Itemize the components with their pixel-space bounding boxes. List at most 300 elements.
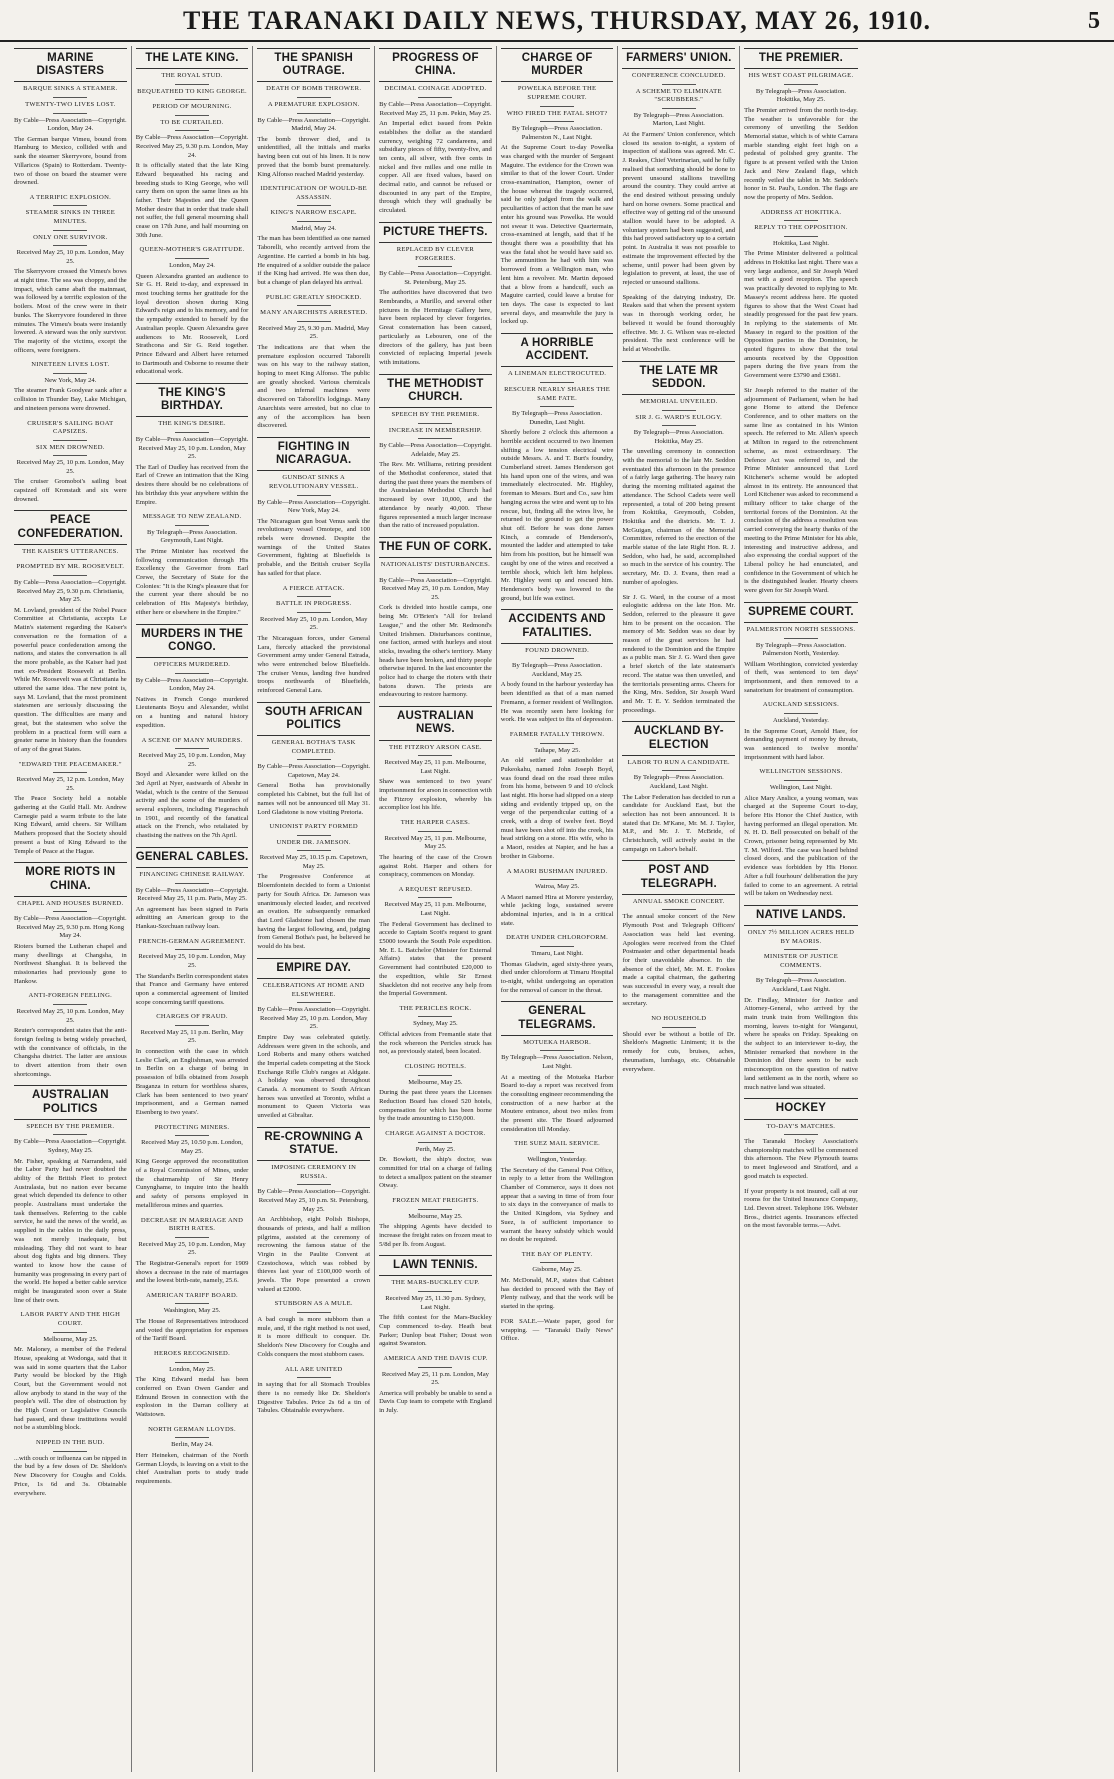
story-body: America will probably be unable to send a Davis Cup team to compete with England in July.	[379, 1389, 492, 1415]
divider-rule	[297, 835, 331, 836]
news-story	[257, 958, 370, 1121]
divider-rule	[784, 973, 818, 974]
story-subheading: A LINEMAN ELECTROCUTED.	[507, 370, 607, 378]
divider-rule	[540, 406, 574, 407]
divider-rule	[540, 1262, 574, 1263]
divider-rule	[175, 1135, 209, 1136]
news-story	[136, 1350, 249, 1420]
story-subheading: MANY ANARCHISTS ARRESTED.	[260, 309, 368, 317]
divider-rule	[53, 559, 87, 560]
divider-rule	[175, 84, 209, 85]
story-subheading: CHARGE AGAINST A DOCTOR.	[385, 1130, 486, 1138]
divider-rule	[175, 949, 209, 950]
story-body: Alice Mary Anslice, a young woman, was charged at the Supreme Court to-day, before His Honor the Chief Justice, with having performed an illegal operation. Mr. N. H. D. Bell prosecuted on behalf of the Crown, prisoner being represented by Mr. T. M. Wilford. The case was heard behind closed doors, and the publication of the evidence was forbidden by His Honor. After a full fourhours' deliberation the jury failed to come to an agreement. A retrial will be taken on Wednesday next.	[744, 794, 858, 898]
divider-rule	[418, 1291, 452, 1292]
news-story	[136, 383, 249, 507]
divider-rule	[418, 423, 452, 424]
news-story	[257, 1127, 370, 1295]
divider-rule	[53, 1332, 87, 1333]
divider-rule	[784, 84, 818, 85]
story-headline: RE-CROWNING A STATUE.	[257, 1127, 370, 1161]
story-body: Mr. Maloney, a member of the Federal House, speaking at Wodonga, said that it was said in some quarters that the Labor Party would be blocked by the High Court, but the Government would not allow anybody to stand in the way of the people's will. The dire of obstruction by the High Court or Legislative Councils had passed, and these institutions would not be a stumbling block.	[14, 1346, 127, 1432]
news-story	[501, 1001, 614, 1134]
story-body: Shortly before 2 o'clock this afternoon a horrible accident occurred to two linemen shifting a low tension electrical wire outside Messrs. A. and T. Burt's foundry, Cumberland street. James Henderson got his hand upon one of the wires, and was immediately electrocuted. Mr. Highley, foreman to Messrs. Burt and Co., saw him hanging across the wire and went up to his rescue, but, finding all the wires live, he returned to the ground to get the power shut off. Before he was done James Kinch, a comrade of Henderson's, mounted the ladder and attempted to take him from his position, but he himself was caught by one of the wires and received a terrible shock, which left him helpless. Mr. Highley went up and rescued him. Henderson's body was lowered to the ground, but life was extinct.	[500, 429, 614, 602]
story-subheading: DEATH UNDER CHLOROFORM.	[506, 934, 609, 942]
story-dateline: Wellington, Yesterday.	[527, 1156, 587, 1164]
divider-rule	[175, 1025, 209, 1026]
story-dateline: Received May 25, 11 p.m. London, May 25.	[381, 1370, 489, 1387]
divider-rule	[540, 382, 574, 383]
story-dateline: Wairoa, May 25.	[535, 883, 580, 891]
divider-rule	[540, 1050, 574, 1051]
story-body: At a meeting of the Motueka Harbor Board to-day a report was received from the consulting engineer recommending the construction of a new harbor at the Moutere entrance, about two miles from the present site. The Board adjourned consideration till Monday.	[500, 1073, 614, 1133]
story-subheading: A TERRIFIC EXPLOSION.	[29, 193, 112, 201]
story-subheading: REPLACED BY CLEVER FORGERIES.	[396, 246, 475, 262]
story-subheading: REPLY TO THE OPPOSITION.	[754, 224, 848, 232]
story-dateline: By Cable—Press Association—Copyright. London, May 24.	[14, 116, 127, 133]
story-dateline: Melbourne, May 25.	[408, 1078, 463, 1086]
divider-rule	[297, 759, 331, 760]
divider-rule	[297, 1002, 331, 1003]
divider-rule	[297, 612, 331, 613]
divider-rule	[784, 236, 818, 237]
story-subheading: BEQUEATHED TO KING GEORGE.	[137, 87, 247, 95]
divider-rule	[53, 1004, 87, 1005]
story-body: The hearing of the case of the Crown against Robt. Harper and others for conspiracy, commences on Monday.	[379, 853, 492, 879]
story-dateline: By Telegraph—Press Association. Dunedin, Last Night.	[512, 410, 603, 426]
story-body: ...with couch or influenza can be nipped in the bud by a few doses of Dr. Sheldon's New Discovery for Coughs and Colds. Price, 1s 6d and 3s. Obtainable everywhere.	[14, 1454, 127, 1497]
story-body: It is officially stated that the late King Edward bequeathed his racing and breeding studs to King George, who will carry them on upon the same lines as his father. Their Majesties and the Queen Mother desire that in order that trade shall not suffer, the full general mourning shall cease on 17th June, and half mourning on 30th June.	[135, 162, 249, 239]
story-body: The Federal Government has declined to accede to Captain Scott's request to grant £5000 towards the South Pole expedition. Mr. E. L. Batchelor (Minister for External Affairs) states that the present Government had contributed £20,000 to the expedition, while Sir Ernest Shackleton did not receive any help from the Imperial Government.	[379, 920, 492, 998]
story-subheading: SPEECH BY THE PREMIER.	[26, 1122, 115, 1130]
story-subheading: SPEECH BY THE PREMIER.	[391, 411, 480, 419]
story-dateline: By Cable—Press Association—Copyright. New York, May 24.	[257, 498, 371, 515]
divider-rule	[53, 1134, 87, 1135]
story-subheading: BATTLE IN PROGRESS.	[275, 600, 352, 608]
story-subheading: DECREASE IN MARRIAGE AND BIRTH RATES.	[140, 1216, 244, 1233]
news-story	[379, 374, 492, 531]
story-dateline: Received May 25, 11.30 p.m. Sydney, Last Night.	[385, 1295, 486, 1311]
news-story	[257, 1300, 370, 1359]
divider-rule	[297, 305, 331, 306]
story-dateline: By Cable—Press Association—Copyright. Madrid, May 24.	[257, 116, 371, 133]
divider-rule	[297, 596, 331, 597]
news-column	[132, 46, 254, 1772]
story-dateline: By Telegraph—Press Association. Nelson, Last Night.	[501, 1054, 614, 1070]
story-subheading: DEATH OF BOMB THROWER.	[266, 85, 362, 93]
story-body: A Maori named Hira at Morere yesterday, while jacking logs, sustained severe abdominal injuries, and is in a critical state.	[500, 893, 614, 927]
story-subheading: MEMORIAL UNVEILED.	[639, 398, 718, 406]
story-subheading: NATIONALISTS' DISTURBANCES.	[380, 561, 491, 569]
story-headline: THE FUN OF CORK.	[379, 537, 492, 558]
story-body: The German barque Vimeu, bound from Hamburg to Mexico, collided with and sank the steamer Skerryvore, bound from Villaricos (Spain) to Rotterdam. Twenty-two of those on board the steamer were drowned.	[14, 135, 127, 187]
divider-rule	[53, 230, 87, 231]
news-story	[136, 513, 249, 617]
story-body: Queen Alexandra granted an audience to Sir G. H. Reid to-day, and expressed in most touching terms her gratitude for the loyal devotion shown during King Edward's reign and to his memory, and for the sympathy extended to herself by the Australian people. Queen Alexandra gave audiences to Mr. Roosevelt, Lord Strathcona and Sir G. Reid together. Prince Edward and Albert have returned to Dartmouth and Osborne to resume their educational work.	[135, 272, 249, 376]
news-story	[379, 1355, 492, 1416]
divider-rule	[53, 1451, 87, 1452]
story-body: Should ever be without a bottle of Dr. Sheldon's Magnetic Liniment; it is the remedy for cuts, bruises, aches, rheumatism, lumbago, etc. Obtainable everywhere.	[622, 1030, 736, 1073]
story-subheading: IDENTIFICATION OF WOULD-BE ASSASSIN.	[260, 185, 367, 201]
story-subheading: THE SUEZ MAIL SERVICE.	[514, 1140, 601, 1148]
story-dateline: Washington, May 25.	[163, 1307, 221, 1315]
news-story	[622, 1015, 735, 1074]
story-subheading: CLOSING HOTELS.	[404, 1063, 467, 1071]
story-headline: PEACE CONFEDERATION.	[14, 510, 127, 544]
story-body: M. Lovland, president of the Nobel Peace Committee at Christiania, accepts Le Matin's statement regarding the Kaiser's conversation re the formation of a powerful peace confederation among the nations, and states the conversation is all the more probable, as the Kaiser had just met ex-President Roosevelt at Berlin. While Mr. Roosevelt was at Christiania he uttered the same idea. The new point is, says M. Lovland, that the most prominent statesmen are seriously discussing the question. The difficulties are many and great, but the statesmen who solve the problem in a practical form will earn a greater name in history than the founders of any of the great States.	[14, 606, 127, 753]
story-headline: ACCIDENTS AND FATALITIES.	[501, 609, 614, 643]
divider-rule	[53, 440, 87, 441]
divider-rule	[418, 1209, 452, 1210]
story-dateline: By Telegraph—Press Association. Hokitika, May 25.	[755, 87, 846, 104]
story-body: The bomb thrower died, and is unidentified, all the initials and marks having been cut out of his linen. It is now proved that the bomb burst prematurely. King Alfonso reached Madrid yesterday.	[257, 135, 371, 178]
story-subheading: FROZEN MEAT FREIGHTS.	[392, 1197, 479, 1205]
story-subheading: THE KAISER'S UTTERANCES.	[22, 547, 119, 555]
story-dateline: By Cable—Press Association—Copyright. St. Petersburg, May 25.	[379, 270, 492, 286]
news-column	[10, 46, 132, 1772]
story-dateline: New York, May 24.	[44, 376, 97, 384]
story-body: The Prime Minister has received the following communication through His Excellency the Governor from Earl Crewe, the Secretary of State for the Colonies: "It is the King's pleasure that for the current year there should be no celebration of His Majesty's birthday, either here or elsewhere in the Empire."	[135, 547, 249, 616]
news-column	[375, 46, 497, 1772]
story-subheading: GENERAL BOTHA'S TASK COMPLETED.	[271, 739, 356, 755]
divider-rule	[662, 770, 696, 771]
story-dateline: Melbourne, May 25.	[43, 1335, 98, 1343]
news-story	[379, 706, 492, 813]
divider-rule	[418, 1142, 452, 1143]
news-story	[14, 862, 127, 986]
story-body: General Botha has provisionally completed his Cabinet, but the full list of names will not be announced till May 31. Lord Gladstone is now visiting Pretoria.	[257, 782, 371, 816]
story-dateline: By Cable—Press Association—Copyright. Adelaide, May 25.	[379, 442, 492, 458]
divider-rule	[53, 575, 87, 576]
divider-rule	[418, 266, 452, 267]
divider-rule	[53, 373, 87, 374]
divider-rule	[53, 113, 87, 114]
story-headline: THE LATE MR SEDDON.	[622, 361, 735, 395]
story-subheading: POWELKA BEFORE THE SUPREME COURT.	[517, 85, 597, 101]
news-story	[14, 194, 127, 355]
divider-rule	[540, 658, 574, 659]
story-subheading: UNIONIST PARTY FORMED	[269, 823, 358, 831]
story-dateline: Received May 25, 11 p.m. Berlin, May 25.	[140, 1028, 244, 1045]
divider-rule	[175, 1362, 209, 1363]
story-dateline: By Telegraph—Press Association. Auckland, Last Night.	[633, 774, 724, 790]
story-dateline: Melbourne, May 25.	[408, 1212, 463, 1220]
story-subheading: A PREMATURE EXPLOSION.	[267, 101, 360, 108]
story-dateline: Wellington, Last Night.	[769, 783, 833, 791]
story-dateline: Sydney, May 25.	[413, 1020, 458, 1028]
story-subheading: MOTUEKA HARBOR.	[523, 1038, 592, 1046]
divider-rule	[175, 115, 209, 116]
news-story	[136, 938, 249, 1008]
story-subheading: HIS WEST COAST PILGRIMAGE.	[748, 72, 854, 80]
news-story	[622, 721, 735, 854]
story-dateline: Hokitika, Last Night.	[772, 239, 829, 247]
news-column	[497, 46, 619, 1772]
story-headline: CHARGE OF MURDER	[501, 48, 614, 82]
story-headline: SOUTH AFRICAN POLITICS	[257, 702, 370, 736]
news-story	[744, 905, 858, 1092]
news-story	[501, 1140, 614, 1244]
divider-rule	[297, 221, 331, 222]
news-story	[379, 1130, 492, 1191]
divider-rule	[53, 245, 87, 246]
story-subheading: TO BE CURTAILED.	[160, 118, 224, 126]
news-story	[379, 819, 492, 880]
story-body: in saying that for all Stomach Troubles there is no remedy like Dr. Sheldon's Digestive Tabules. Price 2s 6d a tin of Tabules. Obtainable everywhere.	[257, 1381, 371, 1415]
news-story	[744, 209, 858, 381]
story-subheading: ANNUAL SMOKE CONCERT.	[632, 897, 725, 905]
story-body: The Premier arrived from the north to-day. The weather is unfavorable for the ceremony of unveiling the Seddon Memorial statue, which is of white Carrara marble standing eight feet high on a pedestal of polished grey granite. The figure is at present veiled with the Union Jack and New Zealand flags, which recently veiled the tablet in Mr. Seddon's honor in St. Paul's, London. The flags are now the property of Mrs. Seddon.	[744, 106, 858, 201]
story-subheading: A SCHEME TO ELIMINATE "SCRUBBERS."	[635, 87, 722, 104]
story-subheading: LABOR PARTY AND THE HIGH COURT.	[20, 1311, 121, 1328]
news-story	[14, 420, 127, 505]
story-body: The indications are that when the premature explosion occurred Taborelli was on his way to the railway station, hoping to meet King Alfonso. The public are greatly shocked. Various chemicals and two infernal machines were discovered on Taborelli's lodgings. Many Anarchists were arrested, but no clue to any of the accomplices has been discovered.	[257, 343, 371, 430]
story-subheading: FRENCH-GERMAN AGREEMENT.	[138, 937, 246, 945]
story-body: At the Farmers' Union conference, which closed its session to-night, a system of inspection of stallions was agreed. Mr. C. J. Reakes, Chief Veterinarian, said he fully realised that something should be done to prevent unsound stallions travelling around the country. They could arrive at the end desired without pressing unduly hard on horse owners. Some practical and effective way of getting rid of the unsound stallion would have to be adopted. A voluntary system had been suggested, and this had proved satisfactory up to a certain point. In Australia it was not possible to estimate the improvement effected by the scheme, until power had been given by legislation to prevent, at least, the use of rejected or unsound stallions.	[622, 131, 736, 286]
divider-rule	[297, 1312, 331, 1313]
news-story	[136, 48, 249, 240]
story-subheading: FARMER FATALLY THROWN.	[509, 730, 605, 738]
divider-rule	[418, 1075, 452, 1076]
news-story	[744, 768, 858, 899]
divider-rule	[418, 97, 452, 98]
story-subheading: CELEBRATIONS AT HOME AND ELSEWHERE.	[262, 982, 365, 998]
story-subheading: PROMPTED BY MR. ROOSEVELT.	[16, 563, 125, 571]
story-body: Cork is divided into hostile camps, one being Mr. O'Brien's "All for Ireland League," and the other Mr. Redmond's United Irishmen. Disturbances continue, one faction, armed with hurleys and stout sticks, invading the other's territory. Many heads have been broken, and thirty people otherwise injured. In the last encounter the police had to charge the rioters with their batons drawn. The priests are endeavouring to restore harmony.	[379, 604, 492, 699]
news-column	[740, 46, 862, 1772]
divider-rule	[540, 946, 574, 947]
news-story	[14, 510, 127, 754]
story-body: If your property is not insured, call at our rooms for the United Insurance Company, Ltd. Devon street. Telephone 196. Webster Bros., district agents. Insurances effected on the most favorable terms.—Advt.	[744, 1187, 858, 1230]
story-headline: AUSTRALIAN NEWS.	[379, 706, 492, 740]
news-story	[501, 333, 614, 603]
story-dateline: Auckland, Yesterday.	[772, 717, 829, 725]
news-story	[501, 48, 614, 327]
story-body: An Imperial edict issued from Pekin establishes the dollar as the standard currency, weighing 72 candareens, and subsidiary pieces of fifty, twenty-five, and ten cents, all silver, with five cents in nickel and five milles and one mille in copper. All are fixed values, based on decimal ratio, and cannot be refused or discounted in any part of the Empire, through which they will gradually be circulated.	[379, 120, 492, 215]
news-story	[622, 294, 735, 355]
story-dateline: By Telegraph—Press Association. Auckland, May 25.	[512, 662, 603, 678]
divider-rule	[297, 321, 331, 322]
news-story	[257, 585, 370, 696]
story-body: The Peace Society held a notable gathering at the Guild Hall. Mr. Andrew Carnegie paid a warm tribute to the late King Edward, amid cheers. Sir William Mathers proposed that the Society should present a bust of King Edward to the Temple of Peace at the Hague.	[14, 795, 127, 855]
divider-rule	[175, 748, 209, 749]
divider-rule	[418, 1367, 452, 1368]
story-body: King George approved the reconstitution of a Royal Commission of Mines, under the chairmanship of Sir Henry Cunynghame, to inquire into the health and safety of persons employed in metalliferous mines and quarries.	[135, 1158, 249, 1209]
story-headline: MORE RIOTS IN CHINA.	[14, 862, 127, 896]
divider-rule	[297, 113, 331, 114]
story-subheading: KING'S NARROW ESCAPE.	[270, 209, 357, 217]
divider-rule	[53, 911, 87, 912]
divider-rule	[662, 410, 696, 411]
page-number: 5	[1088, 8, 1100, 34]
newspaper-title: THE TARANAKI DAILY NEWS, THURSDAY, MAY 26, 1910.	[183, 6, 931, 35]
story-dateline: Received May 25, 11 p.m. Melbourne, Last Night.	[384, 901, 487, 918]
divider-rule	[175, 673, 209, 674]
divider-rule	[540, 1152, 574, 1153]
news-story	[14, 48, 127, 188]
divider-rule	[784, 713, 818, 714]
story-subheading: NINETEEN LIVES LOST.	[31, 361, 110, 369]
story-dateline: Timaru, Last Night.	[531, 950, 584, 958]
story-headline: AUSTRALIAN POLITICS	[14, 1085, 127, 1119]
story-dateline: By Cable—Press Association—Copyright. Received May 25, 10 p.m. London, May 25.	[257, 1006, 371, 1031]
story-headline: GENERAL TELEGRAMS.	[501, 1001, 614, 1035]
story-headline: EMPIRE DAY.	[257, 958, 370, 979]
divider-rule	[175, 1237, 209, 1238]
story-dateline: By Cable—Press Association—Copyright. Received May 25, 11 p.m. Paris, May 25.	[135, 886, 249, 903]
news-story	[14, 1085, 127, 1305]
story-headline: AUCKLAND BY-ELECTION	[622, 721, 735, 755]
divider-rule	[297, 205, 331, 206]
story-body: The fifth contest for the Mars-Buckley Cup commenced to-day. Heath beat Parker; Dunlop beat Fisher; Doust won against Swanston.	[379, 1314, 492, 1348]
story-subheading: PUBLIC GREATLY SHOCKED.	[265, 293, 362, 301]
story-subheading: ONLY 7½ MILLION ACRES HELD BY MAORIS.	[747, 929, 855, 945]
story-body: Herr Heineken, chairman of the North German Lloyds, is leaving on a visit to the chief Australian ports to study trade requirements.	[135, 1451, 249, 1486]
story-subheading: TWENTY-TWO LIVES LOST.	[25, 101, 116, 108]
divider-rule	[540, 106, 574, 107]
story-headline: THE LATE KING.	[136, 48, 249, 69]
news-story	[14, 992, 127, 1079]
story-subheading: STEAMER SINKS IN THREE MINUTES.	[25, 209, 116, 226]
story-body: The Secretary of the General Post Office, in reply to a letter from the Wellington Chamber of Commerce, says it does not appear that a saving in time of from four to six days in the conveyance of mails to the United Kingdom, via Sydney and Suez, is of sufficient importance to warrant the heavy subsidy which would no doubt be required.	[500, 1166, 614, 1244]
divider-rule	[662, 1027, 696, 1028]
story-subheading: LABOR TO RUN A CANDIDATE.	[627, 758, 730, 766]
story-dateline: Received May 25, 10 p.m. London, May 25.	[16, 249, 124, 265]
divider-rule	[175, 1303, 209, 1304]
story-subheading: NIPPED IN THE BUD.	[36, 1439, 105, 1447]
story-subheading: AMERICA AND THE DAVIS CUP.	[383, 1354, 488, 1362]
divider-rule	[662, 425, 696, 426]
story-body: The Taranaki Hockey Association's championship matches will be commenced this afternoon. The New Plymouth teams to meet Inglewood and Stratford, and a good match is expected.	[744, 1138, 858, 1180]
story-body: Official advices from Fremantle state that the rock whereon the Pericles struck has not, as previously stated, been located.	[379, 1031, 492, 1056]
news-story	[379, 1255, 492, 1349]
divider-rule	[175, 99, 209, 100]
divider-rule	[418, 831, 452, 832]
divider-rule	[175, 1437, 209, 1438]
news-story	[136, 847, 249, 932]
story-subheading: CHARGES OF FRAUD.	[156, 1013, 228, 1021]
story-headline: MURDERS IN THE CONGO.	[136, 624, 249, 658]
story-subheading: IMPOSING CEREMONY IN RUSSIA.	[271, 1164, 357, 1180]
divider-rule	[175, 258, 209, 259]
divider-rule	[297, 850, 331, 851]
story-headline: THE PREMIER.	[744, 48, 858, 69]
story-body: The cruiser Gromoboi's sailing boat capsized off Kronstadt and six were drowned.	[14, 478, 127, 503]
divider-rule	[784, 949, 818, 950]
news-story	[744, 48, 858, 203]
story-dateline: Received May 25, 10 p.m. London, May 25.	[138, 752, 246, 768]
story-dateline: Received May 25, 9.30 p.m. Madrid, May 25.	[258, 324, 370, 341]
story-body: FOR SALE.—Waste paper, good for wrapping. — "Taranaki Daily News" Office.	[500, 1317, 614, 1343]
news-story	[501, 1318, 614, 1344]
story-subheading: THE KING'S DESIRE.	[158, 420, 226, 428]
story-body: The House of Representatives introduced and voted the appropriation for expenses of the Tariff Board.	[135, 1318, 249, 1343]
story-dateline: By Telegraph—Press Association. Greymouth, Last Night.	[146, 528, 238, 545]
masthead	[0, 0, 1114, 42]
story-subheading: FOUND DROWNED.	[525, 646, 590, 654]
divider-rule	[175, 525, 209, 526]
divider-rule	[418, 755, 452, 756]
news-story	[257, 185, 370, 287]
story-body: During the past three years the Licenses Reduction Board has closed 520 hotels, compensation for which has been borne by the trade amounting to £150,000.	[379, 1089, 492, 1123]
story-body: Empire Day was celebrated quietly. Addresses were given in the schools, and Lord Roberts and many others watched the Imperial cadets competing at the Stock Exchange Rifle Club's ranges at Aldgate. A holiday was observed throughout Canada. A monument to South African heroes was unveiled at Toronto, whilst a monument to Queen Victoria was unveiled at Gibraltar.	[257, 1033, 371, 1120]
story-body: Boyd and Alexander were killed on the 3rd April at Nyer, eastwards of Abeshr in Wadai, which is the centre of the Senussi activity and the scene of the murders of several explorers, including Fiegenschuh in 1901, and recently of the fanatical attack on the French, who retaliated by chastising the natives on the 7th April.	[135, 771, 249, 840]
news-story	[136, 1013, 249, 1117]
story-body: Reuter's correspondent states that the anti-foreign feeling is being widely preached, with the connivance of officials, in the Changsha district. The latter are anxious to divert attention from their own shortcomings.	[14, 1027, 127, 1078]
story-body: The Prime Minister delivered a political address in Hokitika last night. There was a very large audience, and Sir Joseph Ward met with a good reception. The speech was practically devoted to replying to Mr. Massey's recent address here. He quoted figures to show that the West Coast had steadily progressed for the past few years. In replying to the statements of Mr. Massey in regard to the position of the Opposition parties in the Dominion, he quoted figures to show that the total amounts received by the Opposition papers during the five years from the Government were £3790 and £3681.	[744, 250, 858, 380]
story-body: At the Supreme Court to-day Powelka was charged with the murder of Sergeant Maguire. The evidence for the Crown was similar to that of the lower Court. Under cross-examination, Hampton, owner of the house whereat the tragedy occurred, said he only judged from the walk and peculiarities of action that the man he saw enter his ground was Powelka. He would not swear it was. Detective Quartermain, cross-examined at length, said that if he thought there was a possibility that his was the fatal shot he would have said so. The ammunition he had with him was borrowed from a Wellington man, who lent him a revolver. Mr. Martin deposed that a blow from a handcuff, such as Maguire carried, could leave a bruise for ten days. The case is expected to last several days, and meanwhile the jury is locked up.	[500, 144, 614, 326]
news-story	[136, 246, 249, 377]
divider-rule	[175, 130, 209, 131]
story-headline: FIGHTING IN NICARAGUA.	[257, 437, 370, 471]
story-subheading: THE PERICLES ROCK.	[399, 1004, 472, 1012]
story-body: William Worthington, convicted yesterday of theft, was sentenced to ten days' imprisonment, and then removed to a sanatorium for treatment of consumption.	[744, 660, 858, 694]
news-columns	[10, 46, 1106, 1772]
story-subheading: ANTI-FOREIGN FEELING.	[28, 992, 113, 1000]
divider-rule	[540, 879, 574, 880]
story-body: The Earl of Dudley has received from the Earl of Crewe an intimation that the King desires there should be no celebrations of his birthday this year anywhere within the Empire.	[135, 463, 249, 506]
story-dateline: Berlin, May 24.	[171, 1441, 213, 1449]
divider-rule	[53, 455, 87, 456]
story-headline: THE KING'S BIRTHDAY.	[136, 383, 249, 417]
news-story	[501, 934, 614, 995]
story-body: Dr. Bowkett, the ship's doctor, was committed for trial on a charge of failing to detect a smallpox patient on the steamer Otway.	[379, 1156, 492, 1190]
story-body: Mr. Fisher, speaking at Narrandera, said the Labor Party had never doubted the ability of the British Fleet to protect Australasia, but no nation ever became great which depended its defence to other people. Australians must undertake the task themselves. Referring to the cable service, he said the news of the world, as supplied in the cables in the daily press, was not merely inadequate, but misleading. They did not want to hear about dog fights and big dinners. They wanted to know how the cause of humanity was progressing in every part of the world. He hoped a better cable service might be inaugurated soon over a State line of their own.	[14, 1157, 127, 1304]
story-subheading: ONLY ONE SURVIVOR.	[33, 233, 108, 241]
news-story	[622, 594, 735, 716]
news-story	[379, 1197, 492, 1249]
story-body: Dr. Findlay, Minister for Justice and Attorney-General, who arrived by the main trunk train from Wellington this morning, leaves to-night for Wanganui, where he speaks on Friday. Speaking on the subject to an interviewer to-day, the Minister remarked that nowhere in the Dominion did there seem to be such misconception on the question of native land settlement as in the north, where so much native land was situated.	[744, 996, 858, 1091]
story-headline: POST AND TELEGRAPH.	[622, 860, 735, 894]
story-dateline: By Cable—Press Association—Copyright. Received May 25, 9.30 p.m. Hong Kong May 24.	[14, 915, 127, 940]
story-body: An agreement has been signed in Paris admitting an American group to the Hankau-Szechuan railway loan.	[135, 905, 249, 931]
story-body: Mr. McDonald, M.P., states that Cabinet has decided to proceed with the Bay of Plenty railway, and that the work will be started in the spring.	[500, 1277, 614, 1311]
story-body: The King Edward medal has been conferred on Evan Owen Gander and Edmund Brown in connection with the explosion in the Darran colliery at Wattstown.	[135, 1376, 249, 1419]
story-body: A body found in the harbour yesterday has been identified as that of a man named Fremann, a former resident of Wellington. He was recently seen here looking for work. He was subject to fits of depression.	[500, 681, 614, 724]
story-headline: THE METHODIST CHURCH.	[379, 374, 492, 408]
story-subheading: UNDER DR. JAMESON.	[276, 838, 351, 846]
divider-rule	[784, 1134, 818, 1135]
story-subheading: CONFERENCE CONCLUDED.	[632, 72, 726, 80]
story-dateline: Received May 25, 10.15 p.m. Capetown, May 25.	[259, 854, 368, 870]
divider-rule	[540, 743, 574, 744]
divider-rule	[418, 1016, 452, 1017]
story-dateline: Madrid, May 24.	[291, 224, 337, 232]
divider-rule	[662, 108, 696, 109]
news-story	[622, 361, 735, 588]
story-headline: FARMERS' UNION.	[622, 48, 735, 69]
divider-rule	[662, 84, 696, 85]
story-subheading: WHO FIRED THE FATAL SHOT?	[506, 109, 608, 117]
story-subheading: THE ROYAL STUD.	[161, 72, 223, 80]
story-headline: HOCKEY	[744, 1098, 858, 1119]
divider-rule	[297, 97, 331, 98]
story-body: Thomas Gladwin, aged sixty-three years, died under chloroform at Timaru Hospital to-night, whilst undergoing an operation for the removal of cancer in the throat.	[500, 960, 614, 994]
news-story	[257, 48, 370, 179]
story-subheading: INCREASE IN MEMBERSHIP.	[388, 426, 482, 434]
divider-rule	[418, 897, 452, 898]
story-headline: MARINE DISASTERS	[14, 48, 127, 82]
story-subheading: NORTH GERMAN LLOYDS.	[148, 1425, 236, 1433]
story-dateline: By Cable—Press Association—Copyright. Sydney, May 25.	[14, 1138, 127, 1154]
news-story	[744, 1188, 858, 1232]
news-story	[501, 731, 614, 862]
story-subheading: SIX MEN DROWNED.	[35, 443, 105, 451]
story-subheading: BARQUE SINKS A STEAMER.	[23, 85, 118, 93]
story-body: An Archbishop, eight Polish Bishops, thousands of priests, and half a million pilgrims, assisted at the ceremony of recrowning the famous statue of the Virgin in the Paulite Convent at Czestochowa, which was robbed by thieves last year of £100,000 worth of jewels. The Pope presented a crown valued at £2000.	[257, 1216, 371, 1293]
story-headline: GENERAL CABLES.	[136, 847, 249, 868]
story-dateline: By Cable—Press Association—Copyright. Received May 25, 9.30 p.m. London, May 24.	[135, 134, 249, 159]
